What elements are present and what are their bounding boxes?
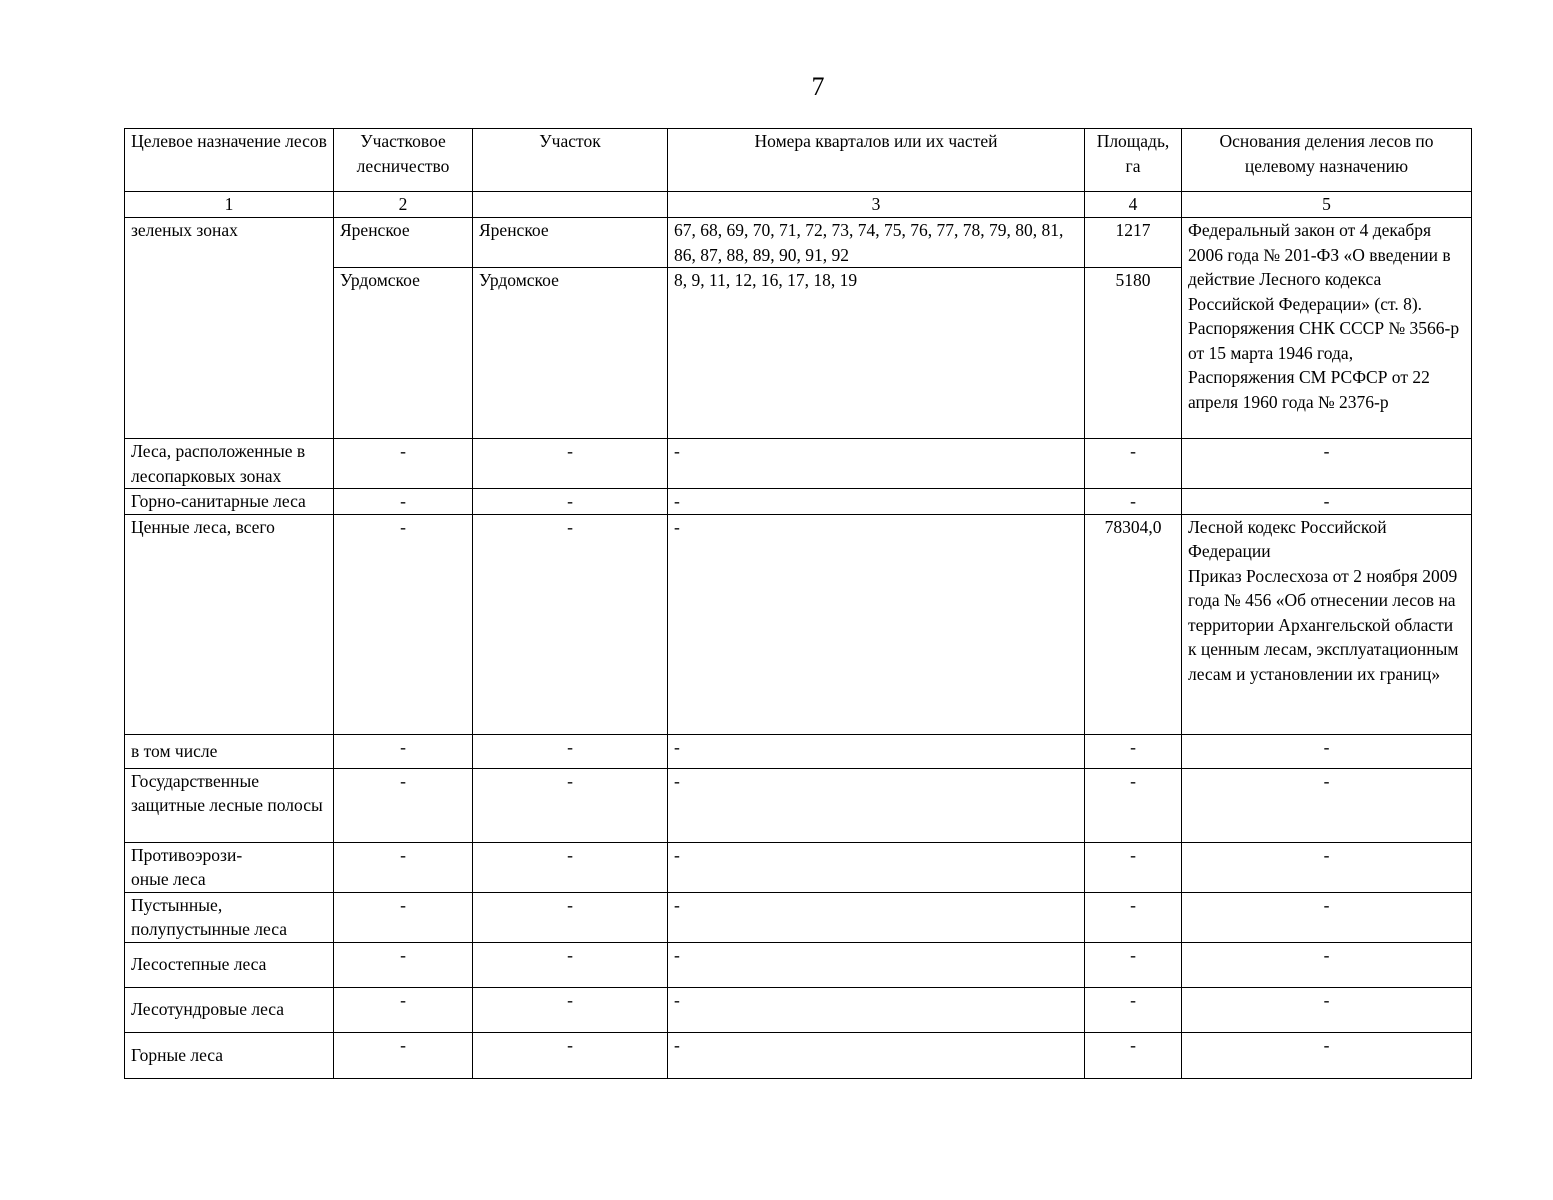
header-forestry: Участковое лесничество <box>334 129 473 192</box>
area-cell: 5180 <box>1085 268 1182 439</box>
basis-line: Приказ Рослесхоза от 2 ноября 2009 года № 456 «Об отнесении лесов на территории Архангельской области к ценным лесам, эксплуатационным лесам и установлении их границ» <box>1188 565 1459 684</box>
purpose-cell: Ценные леса, всего <box>125 514 334 734</box>
quarters-cell: - <box>668 768 1085 842</box>
forestry-cell: - <box>334 892 473 942</box>
header-quarters: Номера кварталов или их частей <box>668 129 1085 192</box>
table-row <box>125 1032 1472 1078</box>
purpose-cell: зеленых зонах <box>125 218 334 439</box>
purpose-line: полупустынные леса <box>131 919 287 939</box>
quarters-cell: - <box>668 842 1085 892</box>
table-row <box>125 734 1472 768</box>
col-number: 5 <box>1182 192 1472 218</box>
basis-cell: - <box>1182 1032 1472 1078</box>
table-row <box>125 942 1472 987</box>
quarters-cell: 8, 9, 11, 12, 16, 17, 18, 19 <box>668 268 1085 439</box>
forestry-cell: - <box>334 842 473 892</box>
area-cell: 1217 <box>1085 218 1182 268</box>
forestry-cell: - <box>334 768 473 842</box>
quarters-cell: - <box>668 439 1085 489</box>
basis-line: Федеральный закон от 4 декабря 2006 года № 201-ФЗ «О введении в действие Лесного кодекса Российской Федерации» (ст. 8). <box>1188 220 1451 314</box>
site-cell: Яренское <box>473 218 668 268</box>
basis-line: Лесной кодекс Российской Федерации <box>1188 516 1387 561</box>
site-cell: Урдомское <box>473 268 668 439</box>
purpose-cell: Государственные защитные лесные полосы <box>125 768 334 842</box>
table-row <box>125 514 1472 734</box>
quarters-cell: - <box>668 942 1085 987</box>
table-row <box>125 439 1472 489</box>
quarters-cell: - <box>668 1032 1085 1078</box>
area-cell: - <box>1085 768 1182 842</box>
basis-cell <box>1182 218 1472 439</box>
table-row <box>125 489 1472 515</box>
table-row <box>125 892 1472 942</box>
site-cell: - <box>473 768 668 842</box>
area-cell: - <box>1085 987 1182 1032</box>
col-number: 2 <box>334 192 473 218</box>
forestry-cell: - <box>334 489 473 515</box>
purpose-cell <box>125 892 334 942</box>
page-number: 7 <box>811 72 825 101</box>
site-cell: - <box>473 1032 668 1078</box>
area-cell: - <box>1085 489 1182 515</box>
forestry-cell: Яренское <box>334 218 473 268</box>
site-cell: - <box>473 514 668 734</box>
col-number <box>473 192 668 218</box>
header-row <box>125 129 1472 192</box>
numbering-row <box>125 192 1472 218</box>
forestry-cell: - <box>334 439 473 489</box>
quarters-cell: - <box>668 892 1085 942</box>
purpose-cell: Лесотундровые леса <box>125 987 334 1032</box>
area-cell: - <box>1085 892 1182 942</box>
area-cell: - <box>1085 942 1182 987</box>
forestry-cell: - <box>334 1032 473 1078</box>
purpose-cell: Горные леса <box>125 1032 334 1078</box>
col-number: 1 <box>125 192 334 218</box>
purpose-cell: Горно-санитарные леса <box>125 489 334 515</box>
purpose-line: Пустынные, <box>131 894 223 915</box>
basis-line: Распоряжения СМ РСФСР от 22 апреля 1960 года № 2376-р <box>1188 367 1430 412</box>
site-cell: - <box>473 439 668 489</box>
table-row <box>125 842 1472 892</box>
purpose-cell: в том числе <box>125 734 334 768</box>
basis-cell: - <box>1182 734 1472 768</box>
col-number: 4 <box>1085 192 1182 218</box>
basis-line: Распоряжения СНК СССР № 3566-р от 15 марта 1946 года, <box>1188 318 1460 363</box>
header-purpose: Целевое назначение лесов <box>125 129 334 192</box>
purpose-cell: Леса, расположенные в лесопарковых зонах <box>125 439 334 489</box>
basis-cell: - <box>1182 942 1472 987</box>
basis-cell: - <box>1182 842 1472 892</box>
area-cell: 78304,0 <box>1085 514 1182 734</box>
purpose-cell <box>125 842 334 892</box>
area-cell: - <box>1085 842 1182 892</box>
quarters-cell: - <box>668 489 1085 515</box>
header-area: Площадь, га <box>1085 129 1182 192</box>
forest-purpose-table <box>124 128 1472 1079</box>
header-site: Участок <box>473 129 668 192</box>
area-cell: - <box>1085 1032 1182 1078</box>
site-cell: - <box>473 734 668 768</box>
site-cell: - <box>473 942 668 987</box>
basis-cell: - <box>1182 768 1472 842</box>
col-number: 3 <box>668 192 1085 218</box>
forestry-cell: Урдомское <box>334 268 473 439</box>
basis-cell: - <box>1182 892 1472 942</box>
table-row <box>125 218 1472 268</box>
header-basis: Основания деления лесов по целевому назначению <box>1182 129 1472 192</box>
site-cell: - <box>473 987 668 1032</box>
purpose-line: Противоэрози- <box>131 844 243 865</box>
quarters-cell: - <box>668 987 1085 1032</box>
purpose-line: оные леса <box>131 869 206 889</box>
forestry-cell: - <box>334 514 473 734</box>
site-cell: - <box>473 842 668 892</box>
basis-cell: - <box>1182 489 1472 515</box>
area-cell: - <box>1085 734 1182 768</box>
forestry-cell: - <box>334 987 473 1032</box>
table-row <box>125 768 1472 842</box>
quarters-cell: 67, 68, 69, 70, 71, 72, 73, 74, 75, 76, 77, 78, 79, 80, 81, 86, 87, 88, 89, 90, 91, 92 <box>668 218 1085 268</box>
forestry-cell: - <box>334 942 473 987</box>
quarters-cell: - <box>668 514 1085 734</box>
quarters-cell: - <box>668 734 1085 768</box>
site-cell: - <box>473 489 668 515</box>
purpose-cell: Лесостепные леса <box>125 942 334 987</box>
table-row <box>125 987 1472 1032</box>
basis-cell <box>1182 514 1472 734</box>
area-cell: - <box>1085 439 1182 489</box>
site-cell: - <box>473 892 668 942</box>
basis-cell: - <box>1182 987 1472 1032</box>
forestry-cell: - <box>334 734 473 768</box>
basis-cell: - <box>1182 439 1472 489</box>
